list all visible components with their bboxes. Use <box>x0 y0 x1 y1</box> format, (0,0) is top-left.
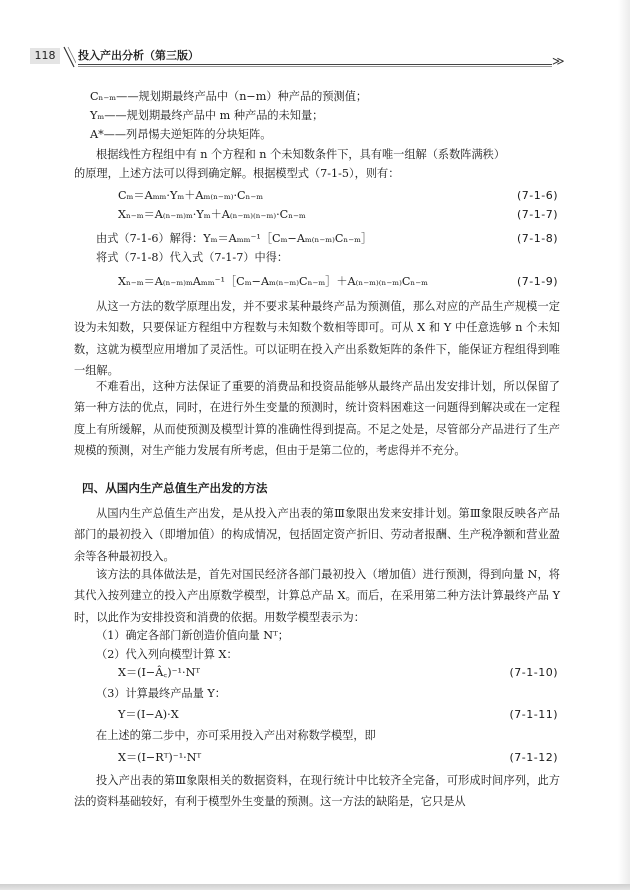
formula: Y＝(I−A)·X <box>118 708 179 721</box>
header-rule-thin <box>78 66 552 67</box>
page-number: 118 <box>30 48 60 64</box>
equation-number: (7-1-8) <box>516 232 558 245</box>
page-edge-shadow <box>618 0 630 888</box>
equation-number: (7-1-7) <box>516 208 558 221</box>
step-note: 在上述的第二步中，亦可采用投入产出对称数学模型，即 <box>96 729 376 742</box>
header-rule <box>78 64 552 65</box>
definition-c: Cₙ₋ₘ——规划期最终产品中（n−m）种产品的预测值； <box>90 90 368 103</box>
running-header <box>30 46 570 68</box>
equation: 由式（7-1-6）解得：Yₘ＝Aₘₘ⁻¹［Cₘ−Aₘ₍ₙ₋ₘ₎Cₙ₋ₘ］ <box>96 232 373 245</box>
step-1: （1）确定各部门新创造价值向量 Nᵀ； <box>96 629 289 642</box>
book-title: 投入产出分析（第三版） <box>78 49 199 62</box>
equation: Cₘ＝Aₘₘ·Yₘ＋Aₘ₍ₙ₋ₘ₎·Cₙ₋ₘ <box>118 189 264 202</box>
step-2: （2）代入列向模型计算 X： <box>96 648 238 661</box>
formula: X＝(I−Rᵀ)⁻¹·Nᵀ <box>118 751 202 764</box>
equation: Xₙ₋ₘ＝A₍ₙ₋ₘ₎ₘAₘₘ⁻¹［Cₘ−Aₘ₍ₙ₋ₘ₎Cₙ₋ₘ］＋A₍ₙ₋ₘ₎₍ₙ₋ₘ₎Cₙ₋ₘ <box>118 275 429 288</box>
paragraph-line: 根据线性方程组中有 n 个方程和 n 个未知数条件下，具有唯一组解（系数阵满秩） <box>96 148 506 161</box>
paragraph-line: 的原理，上述方法可以得到确定解。根据模型式（7-1-5），则有： <box>74 167 400 180</box>
paragraph-advantage: 不难看出，这种方法保证了重要的消费品和投资品能够从最终产品出发安排计划，所以保留了第一种方法的优点，同时，在进行外生变量的预测时，统计资料困难这一问题得到解决或在一定程度上有所缓解，从而使预测及模型计算的准确性得到提高。不足之处是，尽管部分产品进行了生产规模的预测，对生产能力发展有所考虑，但由于是第二位的，考虑得并不充分。 <box>74 380 560 457</box>
equation-number: (7-1-11) <box>509 708 558 721</box>
paragraph-line: 将式（7-1-8）代入式（7-1-7）中得： <box>96 251 289 264</box>
equation-number: (7-1-10) <box>509 666 558 679</box>
equation: Xₙ₋ₘ＝A₍ₙ₋ₘ₎ₘ·Yₘ＋A₍ₙ₋ₘ₎₍ₙ₋ₘ₎·Cₙ₋ₘ <box>118 208 306 221</box>
equation-number: (7-1-9) <box>516 275 558 288</box>
double-chevron-icon: ≫ <box>552 54 565 68</box>
step-3: （3）计算最终产品量 Y： <box>96 687 226 700</box>
paragraph-final: 投入产出表的第Ⅲ象限相关的数据资料，在现行统计中比较齐全完备，可形成时间序列，此方法的资料基础较好，有利于模型外生变量的预测。这一方法的缺陷是，它只是从 <box>74 774 560 809</box>
paragraph-principle: 从这一方法的数学原理出发，并不要求某种最终产品为预测值，那么对应的产品生产规模一定设为未知数，只要保证方程组中方程数与未知数个数相等即可。可从 X 和 Y 中任意选够 n 个未知数，这就为模型应用增加了灵活性。可以证明在投入产出系数矩阵的条件下，能保证方程组得到唯一组解。 <box>74 300 560 377</box>
paragraph-intro: 从国内生产总值生产出发，是从投入产出表的第Ⅲ象限出发来安排计划。第Ⅲ象限反映各产品部门的最初投入（即增加值）的构成情况，包括固定资产折旧、劳动者报酬、生产税净额和营业盈余等各种最初投入。 <box>74 507 560 563</box>
formula: X＝(I−Â꜀)⁻¹·Nᵀ <box>118 666 201 679</box>
header-slash-icon <box>60 46 76 68</box>
definition-a: A*——列昂惕夫逆矩阵的分块矩阵。 <box>90 128 272 141</box>
equation-number: (7-1-12) <box>509 751 558 764</box>
paragraph-method: 该方法的具体做法是，首先对国民经济各部门最初投入（增加值）进行预测，得到向量 N，将其代入按列建立的投入产出原数学模型，计算总产品 X。而后，在采用第二种方法计算最终产品 Y 时，以此作为安排投资和消费的依据。用数学模型表示为： <box>74 568 560 624</box>
equation-number: (7-1-6) <box>516 189 558 202</box>
section-heading: 四、从国内生产总值生产出发的方法 <box>82 481 268 495</box>
page-bottom-shadow <box>0 884 630 890</box>
definition-y: Yₘ——规划期最终产品中 m 种产品的未知量； <box>90 109 324 122</box>
